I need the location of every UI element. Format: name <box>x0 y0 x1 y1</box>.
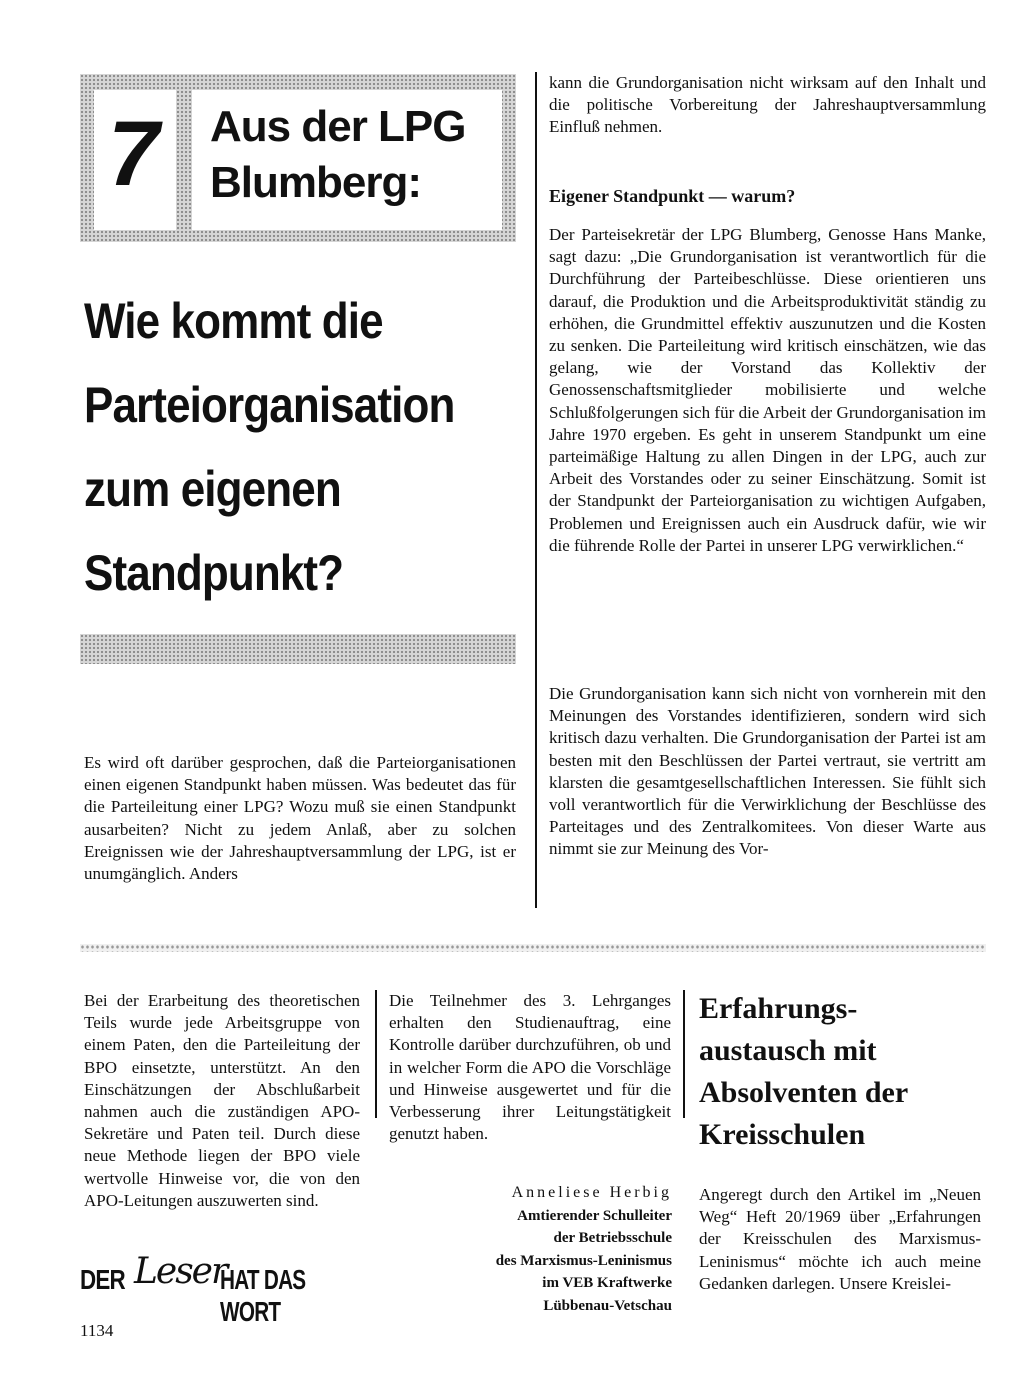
main-title-line4: Standpunkt? <box>84 545 344 601</box>
reader-logo <box>80 1250 360 1327</box>
main-title-line1: Wie kommt die <box>84 293 383 349</box>
lower-right-heading-line3: Absolventen der <box>699 1076 909 1109</box>
horizontal-separator <box>80 944 986 952</box>
reader-logo-script: Leser <box>134 1251 227 1292</box>
lower-right-heading <box>699 988 989 1156</box>
page-number: 1134 <box>80 1321 114 1340</box>
intro-paragraph: Es wird oft darüber gesprochen, daß die Parteiorganisationen einen eigenen Standpunkt haben müssen. Was bedeutet das für die Parteileitung einer LPG? Wozu muß sie einen Standpunkt ausarbeiten? Nicht zu jedem Anlaß, aber zu solchen Ereignissen wie der Jahreshauptversammlung der LPG, ist er unumgänglich. Anders <box>84 753 516 884</box>
title-divider-bar <box>80 634 516 664</box>
lower-right-paragraph: Angeregt durch den Artikel im „Neuen Weg“ Heft 20/1969 über „Erfahrungen der Kreisschulen des Marxismus-Leninismus“ möchte ich auch meine Gedanken darlegen. Unsere Kreislei- <box>699 1185 981 1293</box>
signature-line-3: des Marxismus-Leninismus <box>495 1252 672 1269</box>
right-paragraph-1: Der Parteisekretär der LPG Blumberg, Genosse Hans Manke, sagt dazu: „Die Grundorganisation ist verantwortlich für die Durchführung der Parteibeschlüsse. Diese orientieren uns darauf, die Produktion und die Arbeitsproduktivität ständig zu erhöhen, die Grundmittel effektiv auszunutzen und die Kosten zu senken. Die Parteileitung wird kritisch einschätzen, wie das gelang, wie der Vorstand das Kollektiv der Genossenschaftsmitglieder mobilisierte und welche Schlußfolgerungen sich für die Arbeit der Grundorganisation im Jahre 1970 ergeben. Es geht in unserem Standpunkt um eine parteimäßige Haltung zu allen Dingen in der LPG, auch zur Arbeit des Vorstandes oder zu seiner Einschätzung. Somit ist der Standpunkt der Parteiorganisation zu wichtigen Aufgaben, Problemen und Ereignissen auch ein Ausdruck dafür, wie wir die führende Rolle der Partei in unserer LPG verwirklichen.“ <box>549 225 986 555</box>
header-heading-line1: Aus der LPG <box>210 102 466 151</box>
signature-line-1: Amtierender Schulleiter <box>517 1207 672 1224</box>
lower-left-paragraph: Bei der Erarbeitung des theoretischen Teils wurde jede Arbeitsgruppe von einem Paten, den die Parteileitung der BPO einsetzte, unterstützt. An den Einschätzungen der Abschlußarbeit nahmen auch die zuständigen APO-Sekretäre und Paten teil. Durch diese neue Methode liegen der BPO viele wertvolle Hinweise vor, die von den APO-Leitungen auszuwerten sind. <box>84 991 360 1210</box>
lower-right-heading-line2: austausch mit <box>699 1034 877 1067</box>
column-rule-top <box>535 72 537 908</box>
main-title-line2: Parteiorganisation <box>84 377 455 433</box>
lower-middle-paragraph: Die Teilnehmer des 3. Lehrganges erhalten den Studienauftrag, eine Kontrolle darüber durchzuführen, ob und in welcher Form die APO die Vorschläge und Hinweise ausgewertet und für die Verbesserung ihrer Leitungstätigkeit genutzt haben. <box>389 991 671 1144</box>
signature-line-2: der Betriebsschule <box>553 1230 672 1246</box>
lower-right-heading-line1: Erfahrungs- <box>699 992 858 1025</box>
signature-line-5: Lübbenau-Vetschau <box>543 1297 672 1314</box>
reader-logo-left: DER <box>80 1264 125 1295</box>
right-paragraph-2: Die Grundorganisation kann sich nicht von vornherein mit den Meinungen des Vorstandes identifizieren, sondern wird sich kritisch dazu verhalten. Die Grundorganisation der Partei ist am besten mit den Beschlüssen der Partei vertraut, sie vertritt am klarsten die gesamtgesellschaftlichen Interessen. Sie fühlt sich voll verantwortlich für die Verwirklichung der Beschlüsse des Parteitages und des Zentralkomitees. Von dieser Warte aus nimmt sie zur Meinung des Vor- <box>549 684 986 859</box>
header-number: 7 <box>108 103 160 205</box>
header-heading-line2: Blumberg: <box>210 158 421 207</box>
right-subheading: Eigener Standpunkt — warum? <box>549 186 796 206</box>
signature-line-4: im VEB Kraftwerke <box>542 1275 672 1291</box>
column-rule-lower-right <box>683 990 685 1118</box>
lower-right-heading-line4: Kreisschulen <box>699 1118 866 1151</box>
main-title-line3: zum eigenen <box>84 461 341 517</box>
signature-block <box>389 1182 672 1317</box>
reader-logo-right: HAT DAS WORT <box>220 1264 306 1327</box>
right-continuation: kann die Grundorganisation nicht wirksam auf den Inhalt und die politische Vorbereitung der Jahreshauptversammlung Einfluß nehmen. <box>549 73 986 137</box>
signature-name: Anneliese Herbig <box>511 1184 672 1201</box>
column-rule-lower-left <box>375 990 377 1118</box>
